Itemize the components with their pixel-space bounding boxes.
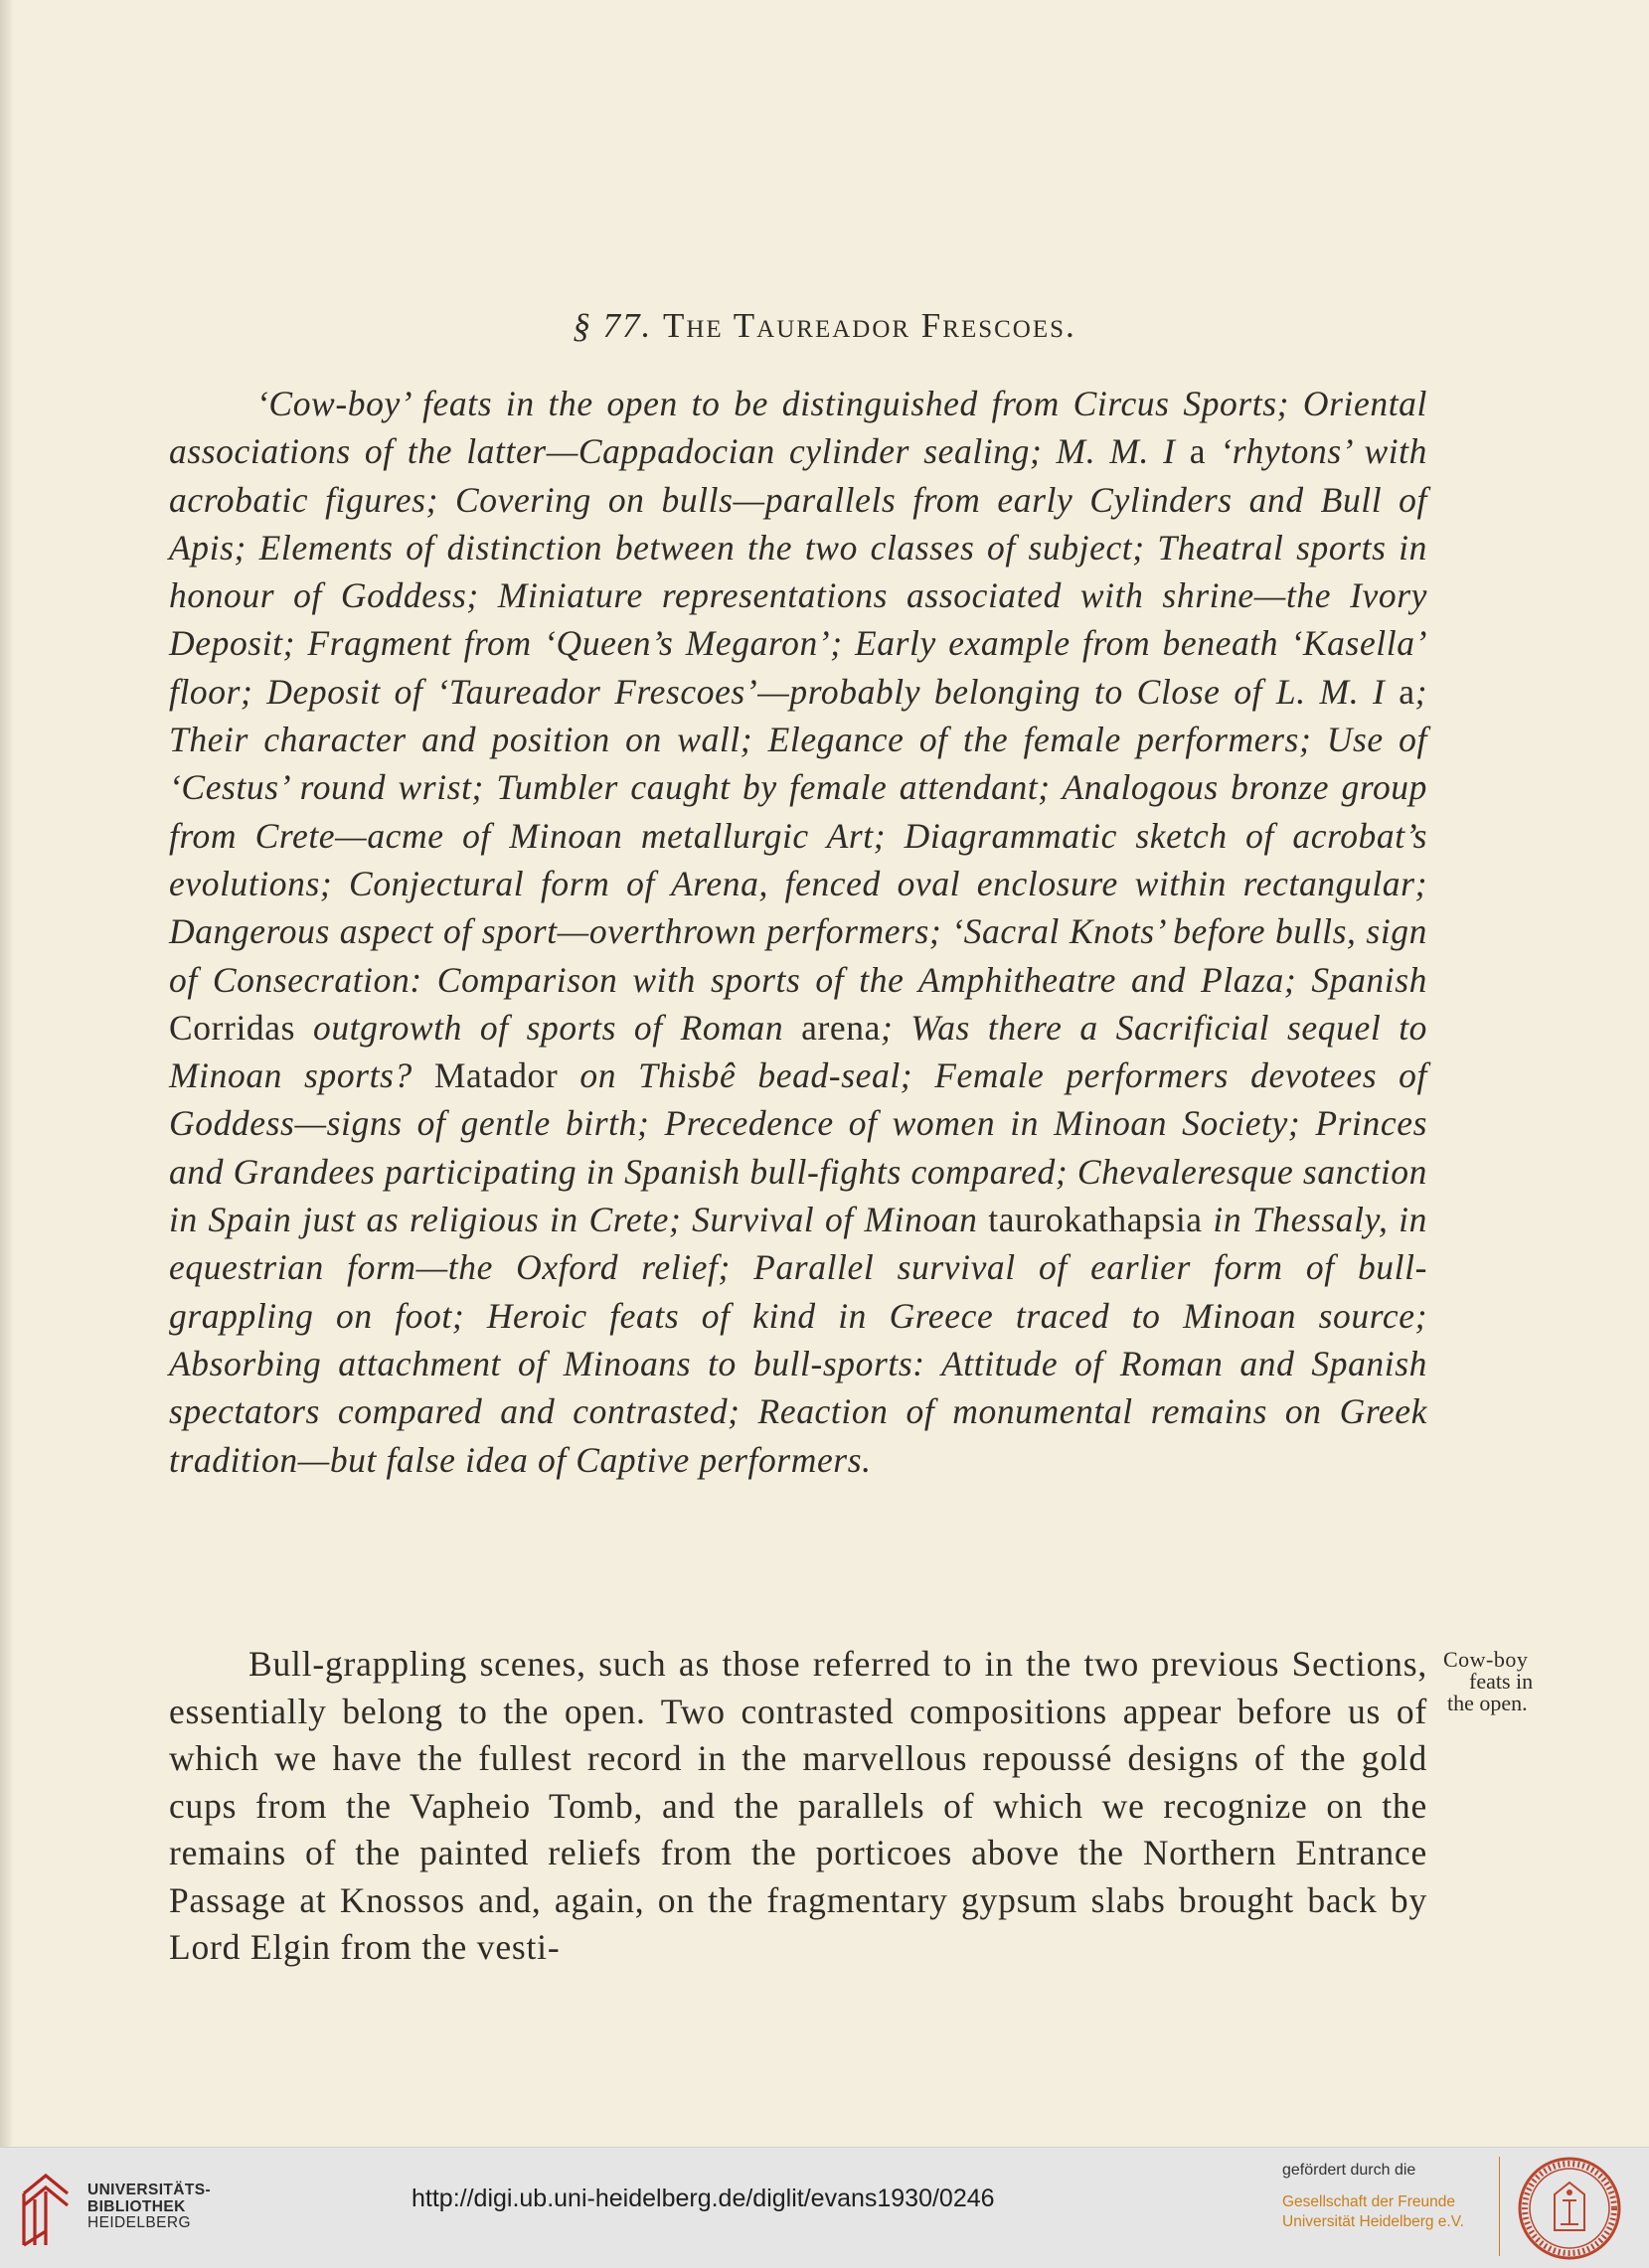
margin-note-line: feats in bbox=[1469, 1669, 1534, 1694]
summary-text-5: ; Was there a Sacrificial sequel to Minoan sports? bbox=[169, 1007, 1428, 1096]
society-name-line: Universität Heidelberg e.V. bbox=[1282, 2213, 1464, 2230]
section-summary bbox=[169, 380, 1427, 1484]
library-name-line: BIBLIOTHEK bbox=[87, 2197, 186, 2215]
section-title: The Taureador Frescoes. bbox=[662, 306, 1076, 345]
footer-divider bbox=[1499, 2157, 1500, 2256]
margin-note-line: Cow-boy bbox=[1443, 1647, 1529, 1672]
society-name-line: Gesellschaft der Freunde bbox=[1282, 2193, 1456, 2210]
summary-text-7: in Thessaly, in equestrian form—the Oxford relief; Parallel survival of earlier form of bull-grappling on foot; Heroic feats of kind in Greece traced to Minoan source; Absorbing attachment of Minoans to bull-sports: Attitude of Roman and Spanish spectators compared and contrasted; Reaction of monumental remains on Greek tradition—but false idea of Captive performers. bbox=[169, 1200, 1427, 1480]
margin-note bbox=[1443, 1649, 1563, 1714]
society-name[interactable] bbox=[1282, 2192, 1464, 2232]
margin-note-line: the open. bbox=[1447, 1691, 1528, 1715]
university-library-logo-icon[interactable] bbox=[16, 2162, 76, 2256]
summary-text-6: on Thisbê bead-seal; Female performers devotees of Goddess—signs of gentle birth; Precedence of women in Minoan Society; Princes and Grandees participating in Spanish bull-fights compared; Chevaleresque sanction in Spain just as religious in Crete; Survival of Minoan bbox=[169, 1055, 1427, 1240]
summary-text-1: ‘Cow-boy’ feats in the open to be distinguished from Circus Sports; Oriental associations of the latter—Cappadocian cylinder sealing; M. M. I bbox=[169, 384, 1427, 472]
summary-roman-1: a bbox=[1189, 431, 1207, 472]
summary-roman-2: a bbox=[1399, 671, 1415, 712]
funded-by-label: gefördert durch die bbox=[1282, 2162, 1416, 2179]
library-name[interactable] bbox=[87, 2183, 211, 2232]
library-name-line: UNIVERSITÄTS- bbox=[87, 2182, 212, 2198]
summary-roman-6: taurokathapsia bbox=[988, 1200, 1203, 1240]
summary-roman-4: arena bbox=[801, 1007, 881, 1048]
summary-text-3: ; Their character and position on wall; Elegance of the female performers; Use of ‘Cestus’ round wrist; Tumbler caught by female attendant; Analogous bronze group from Crete—acme of Minoan metallurgic Art; Diagrammatic sketch of acrobat’s evolutions; Conjectural form of Arena, fenced oval enclosure within rectangular; Dangerous aspect of sport—overthrown performers; ‘Sacral Knots’ before bulls, sign of Consecration: Comparison with sports of the Amphitheatre and Plaza; Spanish bbox=[169, 671, 1427, 1000]
library-name-line: HEIDELBERG bbox=[87, 2214, 191, 2231]
summary-roman-3: Corridas bbox=[169, 1007, 296, 1048]
university-seal-icon[interactable] bbox=[1511, 2155, 1628, 2262]
summary-roman-5: Matador bbox=[433, 1055, 559, 1096]
body-paragraph: Bull-grappling scenes, such as those referred to in the two previous Sections, essentially belong to the open. Two contrasted compositions appear before us of which we have the fullest record in the marvellous repoussé designs of the gold cups from the Vapheio Tomb, and the parallels of which we recognize on the remains of the painted reliefs from the porticoes above the Northern Entrance Passage at Knossos and, again, on the fragmentary gypsum slabs brought back by Lord Elgin from the vesti- bbox=[169, 1644, 1427, 1967]
permalink-url[interactable]: http://digi.ub.uni-heidelberg.de/diglit/evans1930/0246 bbox=[412, 2185, 995, 2212]
section-heading bbox=[0, 306, 1649, 346]
section-number: § 77. bbox=[573, 306, 653, 345]
summary-text-4: outgrowth of sports of Roman bbox=[312, 1007, 784, 1048]
summary-text-2: ‘rhytons’ with acrobatic figures; Covering on bulls—parallels from early Cylinders and Bull of Apis; Elements of distinction between the two classes of subject; Theatral sports in honour of Goddess; Miniature representations associated with shrine—the Ivory Deposit; Fragment from ‘Queen’s Megaron’; Early example from beneath ‘Kasella’ floor; Deposit of ‘Taureador Frescoes’—probably belonging to Close of L. M. I bbox=[169, 431, 1427, 712]
